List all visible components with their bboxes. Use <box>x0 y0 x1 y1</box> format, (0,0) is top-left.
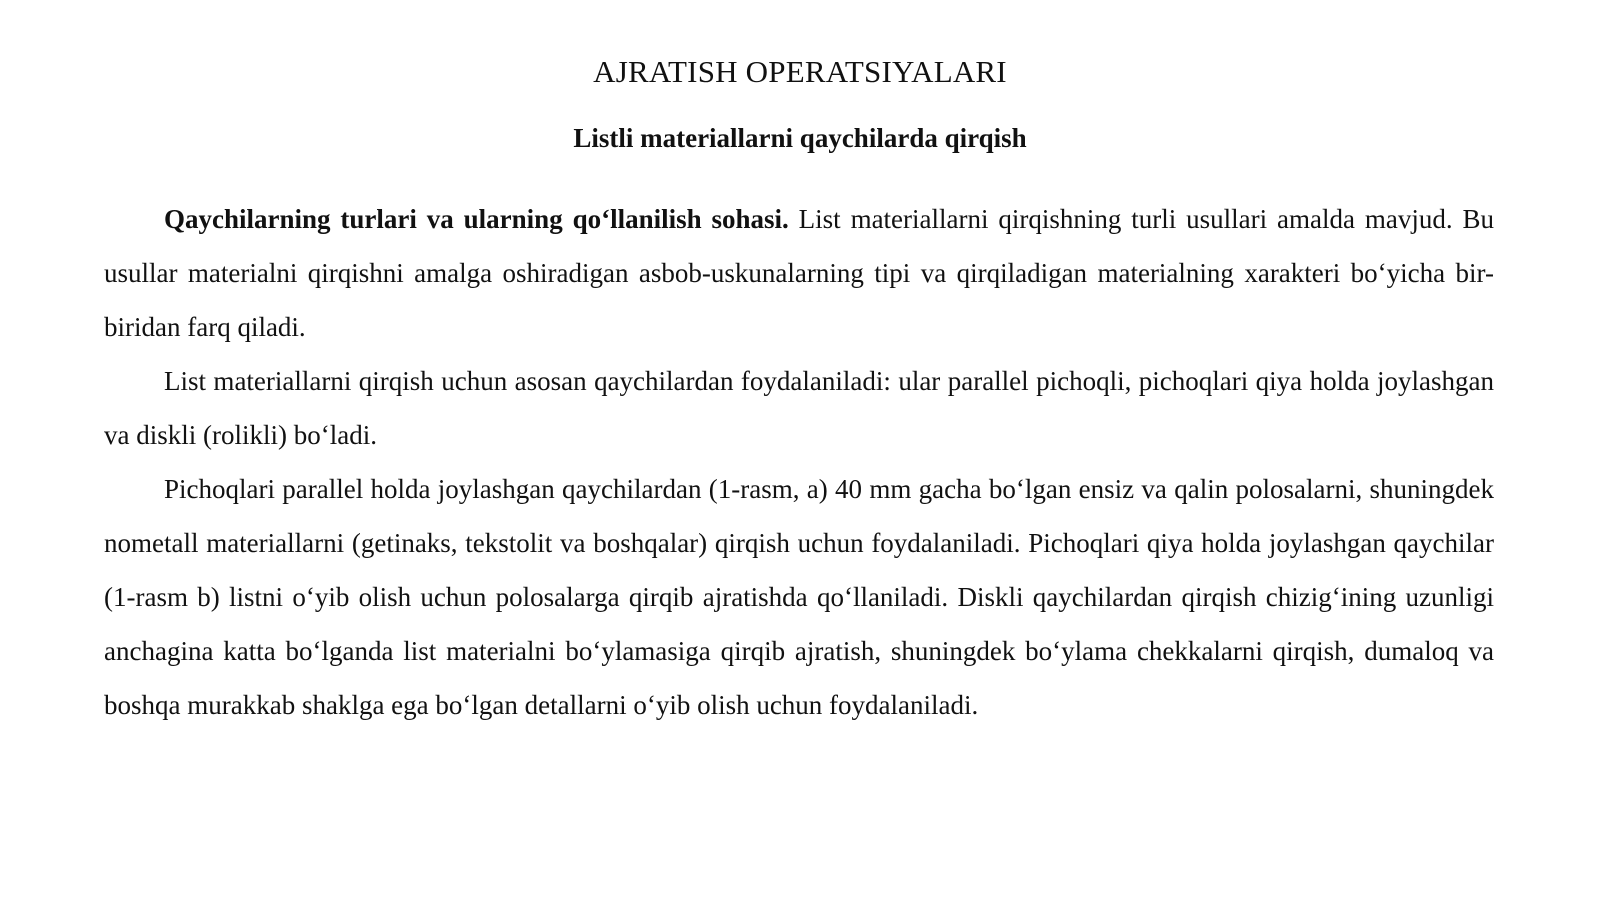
paragraph-2-text: List materiallarni qirqish uchun asosan qaychilardan foydalaniladi: ular parallel pichoqli, pichoqlari qiya holda joylashgan va diskli (rolikli) bo‘ladi. <box>104 366 1494 450</box>
paragraph-2 <box>104 354 1494 462</box>
document-title: AJRATISH OPERATSIYALARI <box>593 54 1007 89</box>
section-heading: Listli materiallarni qaychilarda qirqish <box>573 123 1027 153</box>
paragraph-1-text: List materiallarni qirqishning turli usullari amalda mavjud. Bu usullar materialni qirqishni amalga oshiradigan asbob-uskunalarning tipi va qirqiladigan materialning xarakteri bo‘yicha bir-biridan farq qiladi. <box>104 204 1494 342</box>
paragraph-3 <box>104 462 1494 732</box>
paragraph-1 <box>104 192 1494 354</box>
document-body <box>104 192 1494 732</box>
paragraph-3-text: Pichoqlari parallel holda joylashgan qaychilardan (1-rasm, a) 40 mm gacha bo‘lgan ensiz va qalin polosalarni, shuningdek nometall materiallarni (getinaks, tekstolit va boshqalar) qirqish uchun foydalaniladi. Pichoqlari qiya holda joylashgan qaychilar (1-rasm b) listni o‘yib olish uchun polosalarga qirqib ajratishda qo‘llaniladi. Diskli qaychilardan qirqish chizig‘ining uzunligi anchagina katta bo‘lganda list materialni bo‘ylamasiga qirqib ajratish, shuningdek bo‘ylama chekkalarni qirqish, dumaloq va boshqa murakkab shaklga ega bo‘lgan detallarni o‘yib olish uchun foydalaniladi. <box>104 474 1494 720</box>
paragraph-1-lead: Qaychilarning turlari va ularning qo‘llanilish sohasi. <box>164 204 789 234</box>
